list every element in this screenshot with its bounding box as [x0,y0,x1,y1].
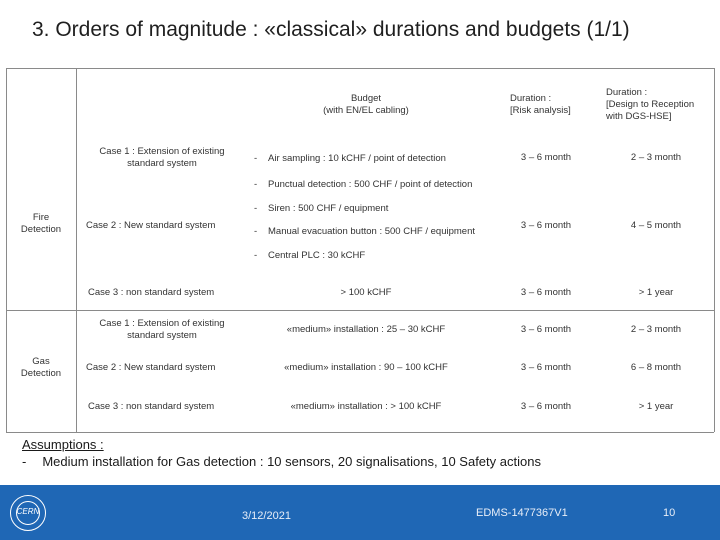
gas-case3-design: > 1 year [638,401,674,412]
fire-case1-budget-text: Air sampling : 10 kCHF / point of detection [268,153,446,164]
header-budget [246,93,486,117]
assumptions-heading: Assumptions : [22,437,104,452]
gas-case1-budget: «medium» installation : 25 – 30 kCHF [286,324,446,335]
fire-case1-design: 2 – 3 month [630,152,682,163]
header-risk-line2: [Risk analysis] [510,105,571,116]
header-risk-line1: Duration : [510,93,552,104]
fire-case3-design: > 1 year [638,287,674,298]
fire-case3-budget: > 100 kCHF [340,287,392,298]
header-budget-line1: Budget [350,93,382,104]
group-gas-line1: Gas [32,356,50,367]
fire-case2-bullet-4-text: Central PLC : 30 kCHF [268,250,366,261]
group-fire-line1: Fire [32,212,50,223]
slide-title: 3. Orders of magnitude : «classical» durations and budgets (1/1) [32,18,630,41]
footer-bar [0,485,720,540]
column-divider [76,68,77,432]
header-budget-line2: (with EN/EL cabling) [323,105,409,116]
gas-case1-line2: standard system [127,330,197,341]
footer-date: 3/12/2021 [242,510,291,522]
fire-case2-bullet-3-text: Manual evacuation button : 500 CHF / equipment [268,226,476,237]
table-border-right [714,68,715,432]
gas-case2-risk: 3 – 6 month [520,362,572,373]
gas-case3-label: Case 3 : non standard system [88,401,215,412]
fire-case2-bullet-2-text: Siren : 500 CHF / equipment [268,203,389,214]
gas-case1-risk: 3 – 6 month [520,324,572,335]
fire-case2-bullet-3: - Manual evacuation button : 500 CHF / equipment [254,226,476,237]
fire-case2-risk: 3 – 6 month [520,220,572,231]
fire-case2-bullet-1-text: Punctual detection : 500 CHF / point of detection [268,179,473,190]
fire-case2-design: 4 – 5 month [630,220,682,231]
gas-case2-label: Case 2 : New standard system [86,362,216,373]
group-fire-detection [6,212,76,236]
assumption-dash: - [22,454,27,469]
fire-case2-bullet-2: - Siren : 500 CHF / equipment [254,203,389,214]
fire-case3-risk: 3 – 6 month [520,287,572,298]
header-duration-risk [510,93,600,117]
gas-case2-design: 6 – 8 month [630,362,682,373]
fire-case1-line2: standard system [127,158,197,169]
logo-text: CERN [16,507,40,516]
fire-case1-label [82,146,242,170]
table-border-bottom [6,432,714,433]
fire-case1-risk: 3 – 6 month [520,152,572,163]
gas-case1-label [82,318,242,342]
row-divider [6,310,714,311]
fire-case1-budget: - Air sampling : 10 kCHF / point of detection [254,153,446,164]
gas-case3-budget: «medium» installation : > 100 kCHF [290,401,442,412]
assumptions-block [22,436,541,470]
gas-case2-budget: «medium» installation : 90 – 100 kCHF [284,362,448,373]
group-gas-line2: Detection [20,368,62,379]
fire-case3-label: Case 3 : non standard system [88,287,215,298]
header-design-line1: Duration : [606,87,648,98]
header-duration-design [606,87,712,123]
table-border-top [6,68,714,69]
cern-logo-icon [10,495,46,531]
header-design-line2: [Design to Reception [606,99,695,110]
durations-budgets-table [6,68,714,432]
assumption-item [22,453,541,470]
group-gas-detection [6,356,76,380]
fire-case1-line1: Case 1 : Extension of existing [99,146,225,157]
gas-case1-line1: Case 1 : Extension of existing [99,318,225,329]
fire-case2-bullet-4: - Central PLC : 30 kCHF [254,250,366,261]
gas-case3-risk: 3 – 6 month [520,401,572,412]
footer-page-number: 10 [663,507,676,519]
fire-case2-bullet-1: - Punctual detection : 500 CHF / point of detection [254,179,473,190]
header-design-line3: with DGS-HSE] [606,111,672,122]
fire-case2-label: Case 2 : New standard system [86,220,216,231]
group-fire-line2: Detection [20,224,62,235]
gas-case1-design: 2 – 3 month [630,324,682,335]
assumption-text: Medium installation for Gas detection : 10 sensors, 20 signalisations, 10 Safety actions [42,454,541,469]
footer-document-id: EDMS-1477367V1 [476,507,568,519]
